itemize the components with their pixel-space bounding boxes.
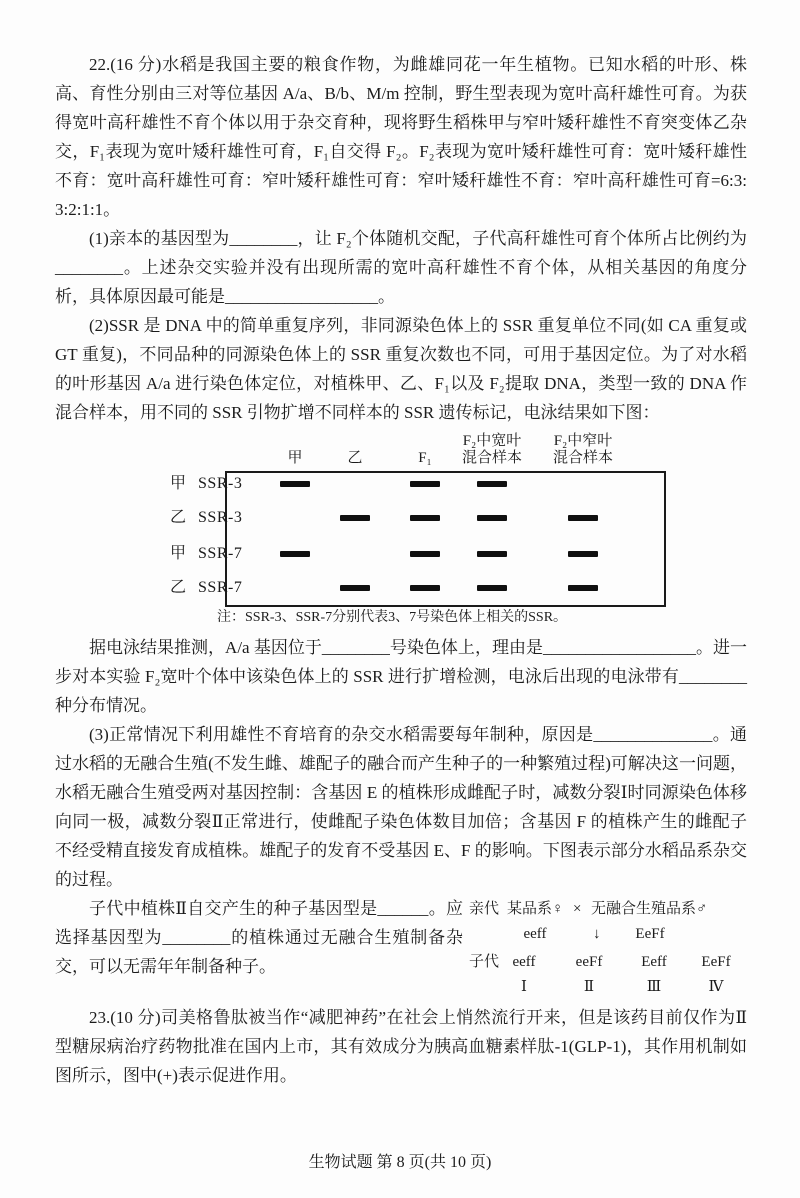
offspring-numeral: Ⅳ bbox=[708, 979, 724, 995]
gel-band bbox=[568, 551, 598, 557]
gel-column-header-line: F₂中窄叶 bbox=[553, 433, 613, 449]
gel-column-header-line: F₁ bbox=[418, 450, 432, 466]
cross-female-parent: 某品系♀ bbox=[507, 901, 564, 917]
gel-band bbox=[340, 515, 370, 521]
q22-part2-paragraph: (2)SSR 是 DNA 中的简单重复序列，非同源染色体上的 SSR 重复单位不同(如 CA 重复或 GT 重复)，不同品种的同源染色体上的 SSR 重复次数也不同，可用于基因定位。为了对水稻的叶形基因 A/a 进行染色体定位，对植株甲、乙、F₁以及 F₂提取 DNA，类型一致的 DNA 作混合样本，用不同的 SSR 引物扩增不同样本的 SSR 遗传标记，电泳结果如下图： bbox=[55, 316, 747, 422]
q22-part3-side-paragraph: 子代中植株Ⅱ自交产生的种子基因型是______。应选择基因型为________的植株通过无融合生殖制备杂交，可以无需年年制备种子。 bbox=[55, 899, 463, 976]
gel-band bbox=[280, 551, 310, 557]
gel-band bbox=[410, 585, 440, 591]
cross-male-parent: 无融合生殖品系♂ bbox=[591, 901, 708, 917]
gel-note: 注：SSR-3、SSR-7分别代表3、7号染色体上相关的SSR。 bbox=[217, 610, 568, 625]
gel-row-label bbox=[170, 474, 242, 494]
gel-column-header bbox=[528, 433, 638, 467]
gel-row-marker: SSR-7 bbox=[198, 579, 243, 596]
offspring-genotype: Eeff bbox=[641, 954, 667, 970]
offspring-genotype: eeFf bbox=[575, 954, 603, 970]
cross-parent-label: 亲代 bbox=[469, 901, 500, 917]
gel-band bbox=[568, 515, 598, 521]
gel-band bbox=[477, 515, 507, 521]
cross-male-genotype: EeFf bbox=[635, 926, 665, 942]
gel-box bbox=[225, 471, 666, 607]
gel-column-header-line: F₂中宽叶 bbox=[462, 433, 522, 449]
gel-band bbox=[477, 481, 507, 487]
gel-band bbox=[410, 551, 440, 557]
gel-row-sample: 甲 bbox=[170, 545, 187, 562]
gel-band bbox=[410, 515, 440, 521]
offspring-numeral: Ⅱ bbox=[583, 979, 595, 995]
gel-row-marker: SSR-3 bbox=[198, 475, 243, 492]
offspring-genotype: EeFf bbox=[701, 954, 731, 970]
offspring-numeral: Ⅰ bbox=[521, 979, 527, 995]
gel-row-marker: SSR-7 bbox=[198, 545, 243, 562]
gel-column-header-line: 甲 bbox=[287, 450, 303, 466]
part3-row bbox=[55, 894, 747, 1003]
cross-offspring-label: 子代 bbox=[469, 954, 500, 970]
gel-band bbox=[568, 585, 598, 591]
gel-row-label bbox=[170, 544, 242, 564]
q22-part1-paragraph: (1)亲本的基因型为________，让 F₂个体随机交配，子代高秆雄性可育个体所占比例约为________。上述杂交实验并没有出现所需的宽叶高秆雄性不育个体，从相关基因的角度分析，具体原因最可能是__________________。 bbox=[55, 229, 747, 306]
offspring-genotype: eeff bbox=[512, 954, 536, 970]
cross-female-genotype: eeff bbox=[523, 926, 547, 942]
cross-figure bbox=[469, 899, 747, 1003]
gel-row-label bbox=[170, 578, 242, 598]
gel-band bbox=[280, 481, 310, 487]
gel-column-header-line: 乙 bbox=[347, 450, 363, 466]
gel-column-header-line: 混合样本 bbox=[461, 450, 522, 466]
gel-row-label bbox=[170, 508, 242, 528]
gel-band bbox=[477, 551, 507, 557]
gel-column-header-line: 混合样本 bbox=[552, 450, 613, 466]
page-footer: 生物试题 第 8 页(共 10 页) bbox=[308, 1154, 492, 1171]
cross-sign: × bbox=[573, 901, 582, 917]
page-content bbox=[55, 50, 747, 1090]
q22-after-gel-paragraph: 据电泳结果推测，A/a 基因位于________号染色体上，理由是__________________。进一步对本实验 F₂宽叶个体中该染色体上的 SSR 进行扩增检测，电泳后出现的电泳带有________种分布情况。 bbox=[55, 638, 747, 715]
gel-band bbox=[410, 481, 440, 487]
gel-row-sample: 乙 bbox=[170, 509, 187, 526]
gel-row-sample: 甲 bbox=[170, 475, 187, 492]
gel-band bbox=[477, 585, 507, 591]
cross-arrow-icon: ↓ bbox=[593, 926, 601, 942]
q22-part3-paragraph: (3)正常情况下利用雄性不育培育的杂交水稻需要每年制种，原因是______________。通过水稻的无融合生殖(不发生雌、雄配子的融合而产生种子的一种繁殖过程)可解决这一问题，水稻无融合生殖受两对基因控制：含基因 E 的植株形成雌配子时，减数分裂Ⅰ时同源染色体移向同一极，减数分裂Ⅱ正常进行，使雌配子染色体数目加倍；含基因 F 的植株产生的雌配子不经受精直接发育成植株。雄配子的发育不受基因 E、F 的影响。下图表示部分水稻品系杂交的过程。 bbox=[55, 725, 747, 889]
gel-figure bbox=[167, 431, 672, 631]
gel-row-sample: 乙 bbox=[170, 579, 187, 596]
gel-band bbox=[340, 585, 370, 591]
gel-row-marker: SSR-3 bbox=[198, 509, 243, 526]
q23-intro-paragraph: 23.(10 分)司美格鲁肽被当作“减肥神药”在社会上悄然流行开来，但是该药目前仅作为Ⅱ型糖尿病治疗药物批准在国内上市，其有效成分为胰高血糖素样肽-1(GLP-1)，其作用机制如图所示，图中(+)表示促进作用。 bbox=[55, 1008, 747, 1085]
q22-intro-paragraph: 22.(16 分)水稻是我国主要的粮食作物，为雌雄同花一年生植物。已知水稻的叶形、株高、育性分别由三对等位基因 A/a、B/b、M/m 控制，野生型表现为宽叶高秆雄性可育。为获得宽叶高秆雄性不育个体以用于杂交育种，现将野生稻株甲与窄叶矮秆雄性不育突变体乙杂交，F₁表现为宽叶矮秆雄性可育，F₁自交得 F₂。F₂表现为宽叶矮秆雄性可育：宽叶矮秆雄性不育：宽叶高秆雄性可育：窄叶矮秆雄性可育：窄叶矮秆雄性不育：窄叶高秆雄性可育=6:3:3:2:1:1。 bbox=[55, 55, 747, 219]
offspring-numeral: Ⅲ bbox=[646, 979, 662, 995]
